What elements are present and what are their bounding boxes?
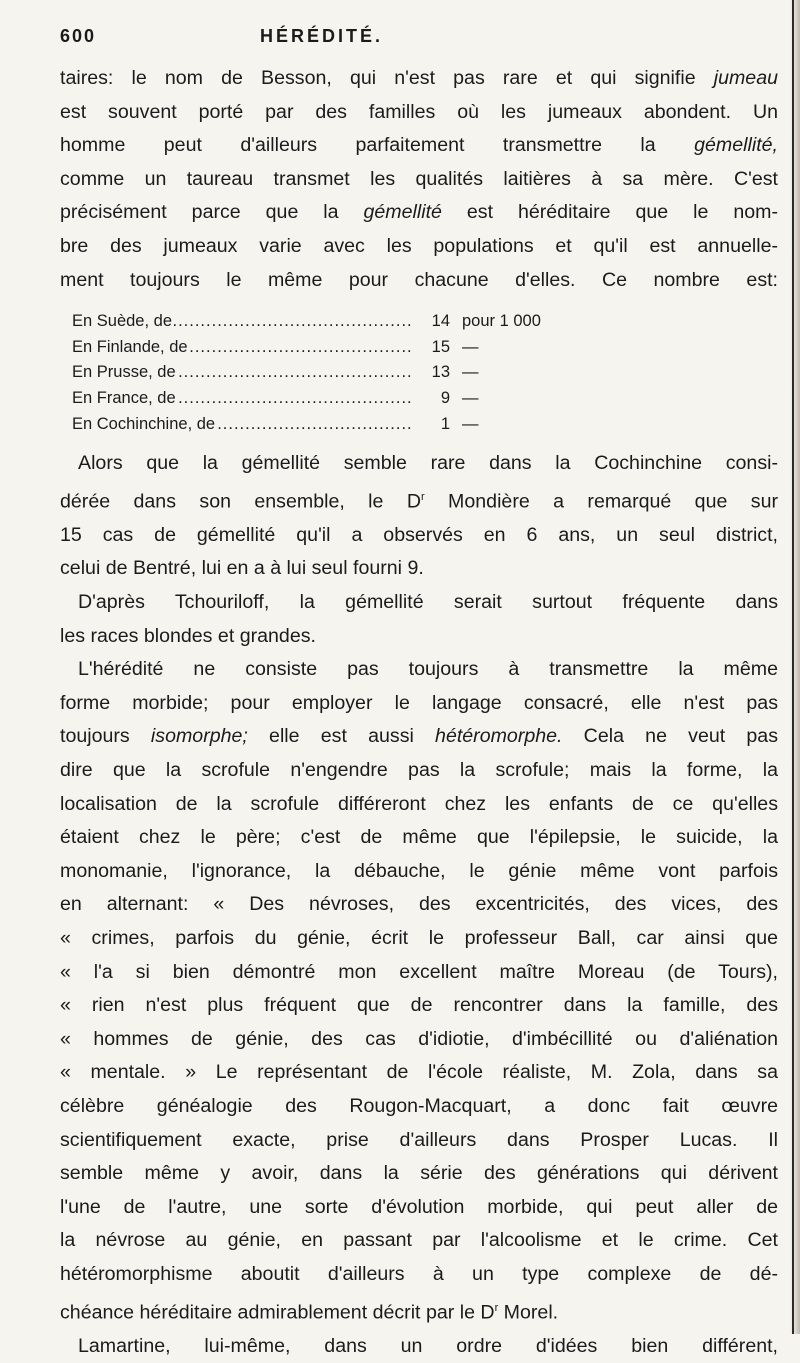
text-line: 15 cas de gémellité qu'il a observés en 6 ans, un seul district, (60, 523, 778, 546)
rate-unit: — (462, 388, 479, 407)
table-row (60, 335, 778, 361)
country-label: En Prusse, de (72, 363, 176, 382)
text-line: chéance héréditaire admirablement décrit par le $D^r$ Morel. (60, 1301, 559, 1324)
twin-rate-value: 13 (431, 363, 450, 382)
text-line: taires: le nom de Besson, qui n'est pas rare et qui signifie jumeau (60, 67, 778, 89)
text-line: est souvent porté par des familles où les jumeaux abondent. Un (60, 100, 778, 123)
text-line: L'hérédité ne consiste pas toujours à transmettre la même (78, 658, 778, 681)
country-label: En Suède, de (72, 312, 172, 331)
text-line: hétéromorphisme aboutit d'ailleurs à un type complexe de dé- (60, 1262, 778, 1285)
text-line: célèbre généalogie des Rougon-Macquart, a donc fait œuvre (60, 1094, 778, 1117)
text-line: précisément parce que la gémellité est héréditaire que le nom- (60, 201, 778, 224)
text-line: D'après Tchouriloff, la gémellité serait surtout fréquente dans (78, 591, 778, 614)
twin-rate-value: 14 (431, 312, 450, 331)
text-line: « mentale. » Le représentant de l'école réaliste, M. Zola, dans sa (60, 1061, 778, 1084)
table-row (60, 309, 778, 335)
rate-unit: — (462, 414, 479, 433)
text-line: ment toujours le même pour chacune d'elles. Ce nombre est: (60, 268, 778, 291)
text-line: « hommes de génie, des cas d'idiotie, d'imbécillité ou d'aliénation (60, 1027, 778, 1050)
running-title: HÉRÉDITÉ. (260, 26, 384, 46)
text-line: étaient chez le père; c'est de même que l'épilepsie, le suicide, la (60, 826, 778, 849)
country-label: En Finlande, de (72, 337, 188, 356)
twin-rate-value: 15 (431, 337, 450, 356)
country-label: En Cochinchine, de (72, 414, 216, 433)
text-line: les races blondes et grandes. (60, 624, 316, 647)
text-line: Lamartine, lui-même, dans un ordre d'idées bien différent, (78, 1334, 778, 1357)
paragraph-3 (60, 586, 778, 653)
text-line: dérée dans son ensemble, le $D^r$ Mondière a remarqué que sur (60, 490, 778, 513)
table-row (60, 412, 778, 438)
text-line: celui de Bentré, lui en a à lui seul fourni 9. (60, 557, 424, 580)
text-line: monomanie, l'ignorance, la débauche, le génie même vont parfois (60, 859, 778, 882)
text-line: toujours isomorphe; elle est aussi hétéromorphe. Cela ne veut pas (60, 725, 779, 748)
text-line: semble même y avoir, dans la série des générations qui dérivent (60, 1162, 778, 1185)
twin-birth-table (60, 309, 778, 437)
text-line: dire que la scrofule n'engendre pas la scrofule; mais la forme, la (60, 759, 778, 781)
table-row (60, 386, 778, 412)
page-edge-line (792, 0, 794, 1334)
running-header (60, 26, 778, 56)
text-line: homme peut d'ailleurs parfaitement transmettre la gémellité, (60, 134, 778, 157)
rate-unit: — (462, 337, 479, 356)
rate-unit: — (462, 363, 479, 382)
text-line: « l'a si bien démontré mon excellent maître Moreau (de Tours), (60, 960, 778, 983)
text-line: en alternant: « Des névroses, des excentricités, des vices, des (60, 893, 778, 916)
rate-unit: pour 1 000 (462, 312, 541, 331)
page-number: 600 (60, 26, 97, 46)
twin-rate-value: 1 (440, 414, 450, 433)
text-line: la névrose au génie, en passant par l'alcoolisme et le crime. Cet (60, 1229, 778, 1252)
text-line: « rien n'est plus fréquent que de rencontrer dans la famille, des (60, 994, 778, 1017)
text-line: « crimes, parfois du génie, écrit le professeur Ball, car ainsi que (60, 926, 778, 949)
text-line: scientifiquement exacte, prise d'ailleurs dans Prosper Lucas. Il (60, 1128, 778, 1151)
text-line: bre des jumeaux varie avec les populations et qu'il est annuelle- (60, 234, 778, 257)
text-line: comme un taureau transmet les qualités laitières à sa mère. C'est (60, 167, 778, 190)
paragraph-4 (60, 653, 778, 1329)
paragraph-5 (60, 1330, 778, 1363)
paragraph-2 (60, 447, 778, 586)
book-page (60, 26, 778, 1363)
text-line: Alors que la gémellité semble rare dans la Cochinchine consi- (78, 452, 778, 475)
table-row (60, 360, 778, 386)
paragraph-1 (60, 62, 778, 297)
text-line: l'une de l'autre, une sorte d'évolution morbide, qui peut aller de (60, 1195, 778, 1218)
text-line: forme morbide; pour employer le langage consacré, elle n'est pas (60, 691, 778, 714)
country-label: En France, de (72, 388, 176, 407)
twin-rate-value: 9 (440, 388, 450, 407)
text-line: localisation de la scrofule différeront chez les enfants de ce qu'elles (60, 792, 778, 815)
